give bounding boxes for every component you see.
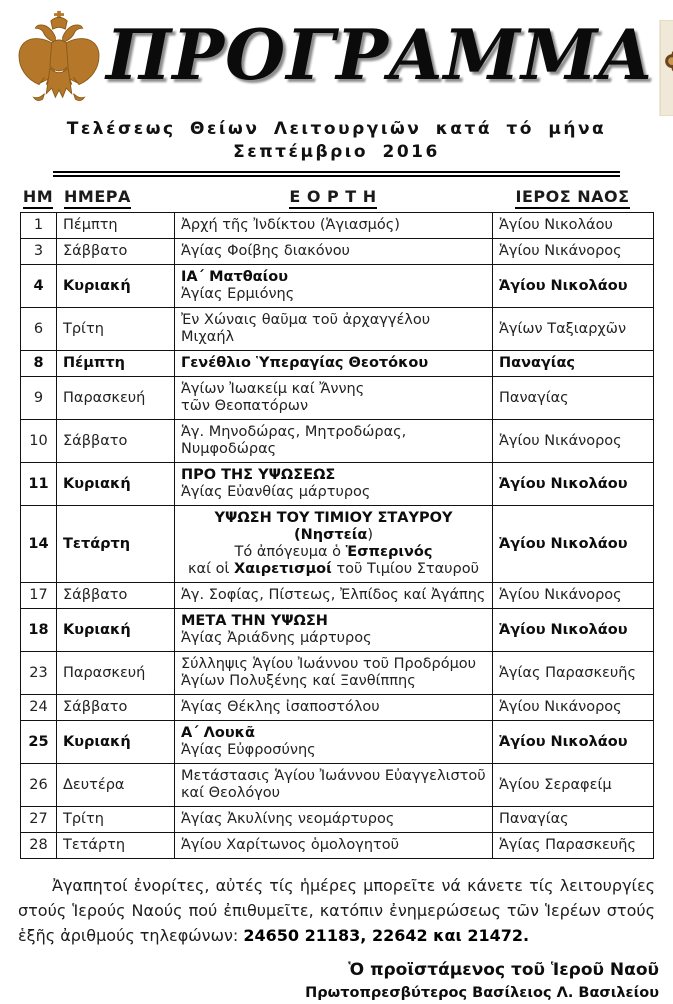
feast-cell: [175, 721, 493, 764]
feast-line: Γενέθλιο Ὑπεραγίας Θεοτόκου: [181, 355, 429, 371]
feast-line: Ἁγ. Μηνοδώρας, Μητροδώρας,: [181, 424, 407, 440]
day-number-cell: 27: [21, 807, 57, 833]
footer-note-text: Ἀγαπητοί ἐνορίτες, αὐτές τίς ἡμέρες μπορεῖτε νά κάνετε τίς λειτουργίες στούς Ἱερούς Ναούς πού ἐπιθυμεῖτε, κατόπιν ἐνημερώσεως τῶν Ἱερέων στούς ἑξῆς ἀριθμούς τηλεφώνων:: [18, 876, 655, 945]
weekday-cell: Παρασκευή: [57, 377, 175, 420]
column-header-weekday: ΗΜΕΡΑ: [64, 187, 131, 209]
signature-name: Πρωτοπρεσβύτερος Βασίλειος Λ. Βασιλείου: [305, 985, 659, 1001]
church-cell: Ἁγίου Νικάνορος: [493, 239, 654, 265]
feast-line: Μετάστασις Ἁγίου Ἰωάννου Εὐαγγελιστοῦ: [181, 768, 486, 784]
feast-cell: [175, 695, 493, 721]
feast-cell: [175, 609, 493, 652]
church-cell: Ἁγίας Παρασκευῆς: [493, 833, 654, 859]
day-number-cell: 17: [21, 583, 57, 609]
weekday-cell: Πέμπτη: [57, 351, 175, 377]
feast-cell: [175, 506, 493, 583]
day-number-cell: 3: [21, 239, 57, 265]
feast-line: ΥΨΩΣΗ ΤΟΥ ΤΙΜΙΟΥ ΣΤΑΥΡΟΥ: [214, 510, 453, 526]
feast-line: Ἁγίας Ερμιόνης: [181, 286, 295, 302]
church-cell: Ἁγίου Νικολάου: [493, 265, 654, 308]
feast-cell: [175, 239, 493, 265]
feast-cell: [175, 764, 493, 807]
church-cell: Ἁγίου Σεραφείμ: [493, 764, 654, 807]
feast-cell: [175, 807, 493, 833]
orthodox-cross-icon: [653, 20, 673, 116]
feast-line: Ἁγίου Χαρίτωνος ὁμολογητοῦ: [181, 837, 400, 853]
feast-cell: [175, 308, 493, 351]
weekday-cell: Τρίτη: [57, 807, 175, 833]
signature-block: [0, 958, 659, 1004]
church-cell: Ἁγίου Νικολάου: [493, 506, 654, 583]
feast-cell: [175, 463, 493, 506]
feast-line: Ἁγίας Ἀκυλίνης νεομάρτυρος: [181, 811, 395, 827]
weekday-cell: Κυριακή: [57, 463, 175, 506]
double-headed-eagle-icon: [12, 10, 106, 110]
feast-line: Ἁγίων Πολυξένης καί Ξανθίππης: [181, 673, 416, 689]
church-cell: Ἁγίων Ταξιαρχῶν: [493, 308, 654, 351]
day-number-cell: 28: [21, 833, 57, 859]
feast-line: Ἀρχή τῆς Ἰνδίκτου (Ἁγιασμός): [181, 217, 400, 233]
church-cell: Ἁγίου Νικολάου: [493, 463, 654, 506]
table-row: [21, 807, 654, 833]
feast-line: τῶν Θεοπατόρων: [181, 398, 309, 414]
feast-line: Ἐν Χώναις θαῦμα τοῦ ἀρχαγγέλου: [181, 312, 431, 328]
signature-title: Ὁ προϊστάμενος τοῦ Ἱεροῦ Ναοῦ: [348, 960, 659, 980]
table-row: [21, 652, 654, 695]
table-row: [21, 239, 654, 265]
day-number-cell: 14: [21, 506, 57, 583]
table-row: [21, 609, 654, 652]
column-header-feast: Ε Ο Ρ Τ Η: [289, 187, 376, 209]
church-cell: Ἁγίου Νικολάου: [493, 213, 654, 239]
liturgy-program-table: [20, 212, 654, 859]
subtitle-line-1: Τελέσεως Θείων Λειτουργιῶν κατά τό μήνα: [66, 119, 607, 139]
feast-line: Ἁγίας Εὐφροσύνης: [181, 742, 316, 758]
weekday-cell: Δευτέρα: [57, 764, 175, 807]
weekday-cell: Κυριακή: [57, 265, 175, 308]
table-row: [21, 308, 654, 351]
subtitle-line-2: Σεπτέμβριο 2016: [233, 142, 440, 162]
feast-line: Νυμφοδώρας: [181, 441, 277, 457]
feast-line: ΙΑ΄ Ματθαίου: [181, 269, 289, 285]
day-number-cell: 24: [21, 695, 57, 721]
feast-line: καί Θεολόγου: [181, 785, 281, 801]
footer-note: [18, 873, 655, 948]
day-number-cell: 26: [21, 764, 57, 807]
table-row: [21, 721, 654, 764]
table-row: [21, 377, 654, 420]
feast-line: ΠΡΟ ΤΗΣ ΥΨΩΣΕΩΣ: [181, 467, 336, 483]
table-row: [21, 213, 654, 239]
table-row: [21, 583, 654, 609]
feast-line: καί οἱ Χαιρετισμοί τοῦ Τιμίου Σταυροῦ: [187, 561, 480, 577]
table-row: [21, 420, 654, 463]
subtitle-block: [0, 118, 673, 177]
church-cell: Ἁγίου Νικολάου: [493, 609, 654, 652]
weekday-cell: Τρίτη: [57, 308, 175, 351]
feast-line: Ἁγίων Ἰωακείμ καί Ἄννης: [181, 381, 365, 397]
weekday-cell: Σάββατο: [57, 420, 175, 463]
program-table-body: [21, 213, 654, 859]
feast-cell: [175, 652, 493, 695]
day-number-cell: 6: [21, 308, 57, 351]
table-row: [21, 265, 654, 308]
table-row: [21, 695, 654, 721]
church-cell: Ἁγίου Νικάνορος: [493, 695, 654, 721]
day-number-cell: 8: [21, 351, 57, 377]
feast-line: Σύλληψις Ἁγίου Ἰωάννου τοῦ Προδρόμου: [181, 656, 477, 672]
weekday-cell: Πέμπτη: [57, 213, 175, 239]
table-column-headers: [20, 187, 653, 209]
table-row: [21, 764, 654, 807]
day-number-cell: 23: [21, 652, 57, 695]
day-number-cell: 18: [21, 609, 57, 652]
feast-line: Ἁγίας Ἀριάδνης μάρτυρος: [181, 630, 372, 646]
feast-line: Μιχαήλ: [181, 329, 235, 345]
page-title: ΠΡΟΓΡΑΜΜΑ: [106, 15, 653, 96]
footer-phone-numbers: 24650 21183, 22642 και 21472.: [243, 926, 530, 945]
weekday-cell: Τετάρτη: [57, 506, 175, 583]
weekday-cell: Τετάρτη: [57, 833, 175, 859]
church-cell: Ἁγίου Νικάνορος: [493, 420, 654, 463]
table-row: [21, 351, 654, 377]
column-header-church: ΙΕΡΟΣ ΝΑΟΣ: [515, 187, 629, 209]
church-cell: Παναγίας: [493, 377, 654, 420]
masthead: [0, 0, 673, 116]
day-number-cell: 4: [21, 265, 57, 308]
weekday-cell: Κυριακή: [57, 721, 175, 764]
church-cell: Ἁγίου Νικάνορος: [493, 583, 654, 609]
feast-cell: [175, 833, 493, 859]
feast-cell: [175, 351, 493, 377]
feast-line: Τό ἀπόγευμα ὁ Ἑσπερινός: [234, 544, 433, 560]
feast-cell: [175, 420, 493, 463]
day-number-cell: 11: [21, 463, 57, 506]
table-row: [21, 833, 654, 859]
weekday-cell: Σάββατο: [57, 583, 175, 609]
table-row: [21, 463, 654, 506]
feast-cell: [175, 583, 493, 609]
column-header-day-number: ΗΜ: [23, 187, 53, 209]
feast-line: Ἁγ. Σοφίας, Πίστεως, Ἐλπίδος καί Ἀγάπης: [181, 587, 486, 603]
weekday-cell: Σάββατο: [57, 239, 175, 265]
feast-cell: [175, 377, 493, 420]
day-number-cell: 25: [21, 721, 57, 764]
church-cell: Παναγίας: [493, 807, 654, 833]
weekday-cell: Σάββατο: [57, 695, 175, 721]
weekday-cell: Κυριακή: [57, 609, 175, 652]
feast-line: (Νηστεία): [294, 527, 373, 543]
day-number-cell: 1: [21, 213, 57, 239]
feast-cell: [175, 265, 493, 308]
feast-line: ΜΕΤΑ ΤΗΝ ΥΨΩΣΗ: [181, 613, 328, 629]
feast-line: Ἁγίας Εὐανθίας μάρτυρος: [181, 484, 371, 500]
day-number-cell: 9: [21, 377, 57, 420]
day-number-cell: 10: [21, 420, 57, 463]
church-cell: Ἁγίου Νικολάου: [493, 721, 654, 764]
feast-line: Α΄ Λουκᾶ: [181, 725, 255, 741]
weekday-cell: Παρασκευή: [57, 652, 175, 695]
feast-cell: [175, 213, 493, 239]
table-row: [21, 506, 654, 583]
feast-line: Ἁγίας Θέκλης ἰσαποστόλου: [181, 699, 380, 715]
church-cell: Ἁγίας Παρασκευῆς: [493, 652, 654, 695]
church-cell: Παναγίας: [493, 351, 654, 377]
feast-line: Ἁγίας Φοίβης διακόνου: [181, 243, 350, 259]
